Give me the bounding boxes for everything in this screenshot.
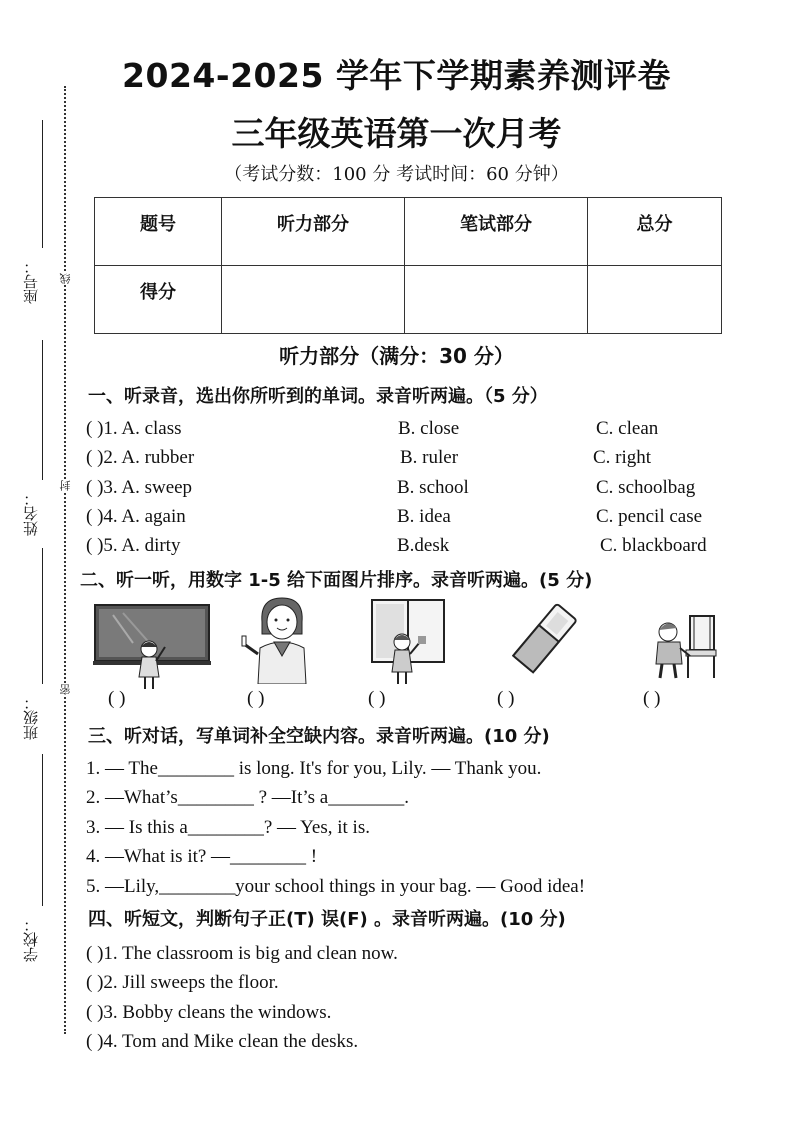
school-line (42, 754, 43, 906)
name-label: 姓名： (22, 491, 40, 537)
exam-title: 三年级英语第一次月考 (231, 114, 562, 153)
girl-picture (240, 592, 324, 684)
score-cell-written[interactable] (405, 266, 588, 334)
listening-part-title: 听力部分（满分：30 分） (279, 344, 514, 368)
school-label: 学校： (22, 917, 40, 963)
score-cell-listening[interactable] (222, 266, 405, 334)
dialogue-line-5: 5. —Lily,________your school things in your bag. — Good idea! (86, 876, 586, 897)
table-header-written: 笔试部分 (405, 198, 588, 266)
cut-mark-line: 线 (59, 273, 72, 284)
score-table (94, 197, 722, 334)
q3-prefix: ( )3. A. sweep (86, 477, 193, 498)
seat-label: 座号： (22, 259, 40, 305)
q5-prefix: ( )5. A. dirty (86, 535, 181, 556)
q3-option-b: B. school (397, 477, 469, 498)
table-header-listening: 听力部分 (222, 198, 405, 266)
q4-option-c: C. pencil case (596, 506, 703, 527)
section4-title: 四、听短文，判断句子正(T) 误(F) 。录音听两遍。(10 分) (88, 909, 566, 930)
section3-title: 三、听对话，写单词补全空缺内容。录音听两遍。(10 分) (88, 726, 550, 747)
section2-title: 二、听一听，用数字 1-5 给下面图片排序。录音听两遍。(5 分) (80, 570, 593, 591)
order-blank-4[interactable]: ( ) (497, 688, 515, 709)
exam-info: （考试分数：100 分 考试时间：60 分钟） (224, 164, 569, 185)
eraser-picture (512, 602, 578, 674)
table-header-number: 题号 (95, 198, 222, 266)
dialogue-line-2: 2. —What’s________ ? —It’s a________. (86, 787, 409, 808)
page-title: 2024-2025 学年下学期素养测评卷 (122, 56, 671, 95)
dialogue-line-1: 1. — The________ is long. It's for you, Lily. — Thank you. (86, 758, 542, 779)
q1-option-b: B. close (398, 418, 460, 439)
q1-prefix: ( )1. A. class (86, 418, 182, 439)
table-row-score-label: 得分 (95, 266, 222, 334)
q5-option-b: B.desk (397, 535, 450, 556)
q2-option-b: B. ruler (400, 447, 459, 468)
order-blank-3[interactable]: ( ) (368, 688, 386, 709)
window-picture (370, 598, 446, 686)
cut-mark-secret: 密 (59, 684, 72, 695)
cut-mark-seal: 封 (59, 480, 72, 491)
q2-option-c: C. right (593, 447, 652, 468)
q2-prefix: ( )2. A. rubber (86, 447, 195, 468)
class-label: 班级： (22, 695, 40, 741)
binding-dotted-line (64, 86, 66, 1034)
q5-option-c: C. blackboard (600, 535, 707, 556)
q4-option-b: B. idea (397, 506, 451, 527)
tf-line-2: ( )2. Jill sweeps the floor. (86, 972, 279, 993)
order-blank-1[interactable]: ( ) (108, 688, 126, 709)
section1-title: 一、听录音，选出你所听到的单词。录音听两遍。（5 分） (88, 386, 548, 407)
blackboard-picture (93, 603, 211, 693)
tf-line-3: ( )3. Bobby cleans the windows. (86, 1002, 332, 1023)
order-blank-2[interactable]: ( ) (247, 688, 265, 709)
chair-picture (650, 612, 720, 682)
order-blank-5[interactable]: ( ) (643, 688, 661, 709)
q1-option-c: C. clean (596, 418, 659, 439)
tf-line-1: ( )1. The classroom is big and clean now. (86, 943, 398, 964)
q4-prefix: ( )4. A. again (86, 506, 186, 527)
dialogue-line-3: 3. — Is this a________? — Yes, it is. (86, 817, 370, 838)
table-header-total: 总分 (588, 198, 722, 266)
dialogue-line-4: 4. —What is it? —________ ! (86, 846, 318, 867)
tf-line-4: ( )4. Tom and Mike clean the desks. (86, 1031, 359, 1052)
q3-option-c: C. schoolbag (596, 477, 696, 498)
score-cell-total[interactable] (588, 266, 722, 334)
class-line (42, 548, 43, 684)
